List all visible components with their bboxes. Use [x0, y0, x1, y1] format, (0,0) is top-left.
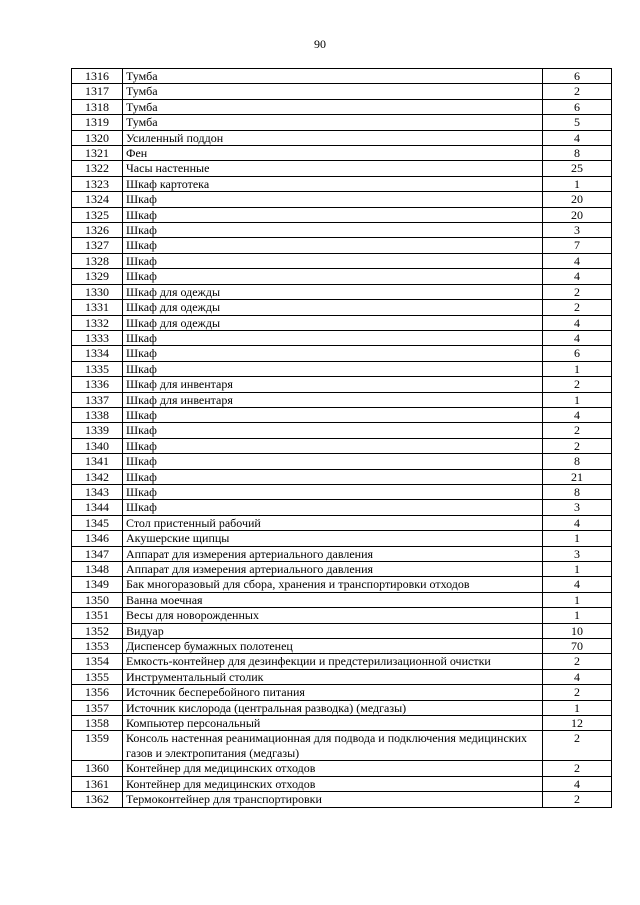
row-number: 1354: [72, 654, 123, 669]
row-number: 1342: [72, 469, 123, 484]
item-quantity: 4: [543, 577, 612, 592]
table-row: [72, 84, 612, 99]
item-quantity: 2: [543, 654, 612, 669]
row-number: 1345: [72, 515, 123, 530]
item-quantity: 2: [543, 300, 612, 315]
item-name: Тумба: [123, 69, 543, 84]
item-quantity: 4: [543, 269, 612, 284]
item-quantity: 3: [543, 546, 612, 561]
row-number: 1335: [72, 361, 123, 376]
row-number: 1349: [72, 577, 123, 592]
item-name: Шкаф: [123, 223, 543, 238]
table-row: [72, 146, 612, 161]
item-name: Тумба: [123, 115, 543, 130]
item-quantity: 1: [543, 592, 612, 607]
item-quantity: 1: [543, 361, 612, 376]
table-row: [72, 238, 612, 253]
row-number: 1360: [72, 761, 123, 776]
item-quantity: 1: [543, 176, 612, 191]
table-row: [72, 716, 612, 731]
item-name: Шкаф для одежды: [123, 300, 543, 315]
row-number: 1317: [72, 84, 123, 99]
row-number: 1333: [72, 330, 123, 345]
table-row: [72, 500, 612, 515]
table-row: [72, 731, 612, 761]
item-quantity: 6: [543, 99, 612, 114]
item-quantity: 12: [543, 716, 612, 731]
row-number: 1355: [72, 669, 123, 684]
item-quantity: 2: [543, 438, 612, 453]
item-quantity: 10: [543, 623, 612, 638]
row-number: 1321: [72, 146, 123, 161]
item-quantity: 1: [543, 392, 612, 407]
row-number: 1361: [72, 776, 123, 791]
table-row: [72, 161, 612, 176]
row-number: 1324: [72, 192, 123, 207]
table-row: [72, 639, 612, 654]
item-quantity: 4: [543, 515, 612, 530]
table-row: [72, 469, 612, 484]
item-quantity: 6: [543, 69, 612, 84]
item-quantity: 70: [543, 639, 612, 654]
item-name: Источник бесперебойного питания: [123, 685, 543, 700]
item-name: Шкаф: [123, 192, 543, 207]
row-number: 1348: [72, 562, 123, 577]
row-number: 1332: [72, 315, 123, 330]
row-number: 1338: [72, 407, 123, 422]
item-name: Акушерские щипцы: [123, 531, 543, 546]
item-quantity: 8: [543, 146, 612, 161]
item-name: Весы для новорожденных: [123, 608, 543, 623]
table-row: [72, 592, 612, 607]
table-row: [72, 654, 612, 669]
row-number: 1318: [72, 99, 123, 114]
row-number: 1331: [72, 300, 123, 315]
item-quantity: 3: [543, 500, 612, 515]
row-number: 1329: [72, 269, 123, 284]
item-quantity: 20: [543, 207, 612, 222]
table-row: [72, 392, 612, 407]
table-row: [72, 423, 612, 438]
table-row: [72, 531, 612, 546]
table-row: [72, 484, 612, 499]
item-quantity: 5: [543, 115, 612, 130]
item-quantity: 2: [543, 377, 612, 392]
item-name: Шкаф: [123, 438, 543, 453]
item-name: Шкаф для инвентаря: [123, 377, 543, 392]
item-name: Шкаф: [123, 346, 543, 361]
item-quantity: 2: [543, 685, 612, 700]
item-name: Аппарат для измерения артериального давления: [123, 562, 543, 577]
row-number: 1351: [72, 608, 123, 623]
table-row: [72, 377, 612, 392]
row-number: 1326: [72, 223, 123, 238]
table-row: [72, 361, 612, 376]
row-number: 1350: [72, 592, 123, 607]
table-row: [72, 761, 612, 776]
table-row: [72, 515, 612, 530]
item-name: Ванна моечная: [123, 592, 543, 607]
row-number: 1339: [72, 423, 123, 438]
item-name: Бак многоразовый для сбора, хранения и транспортировки отходов: [123, 577, 543, 592]
inventory-table-body: [72, 69, 612, 808]
item-name: Шкаф: [123, 207, 543, 222]
table-row: [72, 407, 612, 422]
row-number: 1322: [72, 161, 123, 176]
item-name: Тумба: [123, 99, 543, 114]
item-name: Шкаф: [123, 269, 543, 284]
item-quantity: 2: [543, 761, 612, 776]
item-quantity: 4: [543, 669, 612, 684]
table-row: [72, 669, 612, 684]
item-name: Шкаф: [123, 423, 543, 438]
row-number: 1357: [72, 700, 123, 715]
table-row: [72, 438, 612, 453]
item-name: Шкаф для одежды: [123, 284, 543, 299]
table-row: [72, 115, 612, 130]
item-name: Тумба: [123, 84, 543, 99]
item-quantity: 1: [543, 562, 612, 577]
item-name: Контейнер для медицинских отходов: [123, 761, 543, 776]
item-name: Инструментальный столик: [123, 669, 543, 684]
item-quantity: 4: [543, 253, 612, 268]
row-number: 1340: [72, 438, 123, 453]
row-number: 1346: [72, 531, 123, 546]
item-quantity: 4: [543, 130, 612, 145]
row-number: 1352: [72, 623, 123, 638]
row-number: 1343: [72, 484, 123, 499]
table-row: [72, 776, 612, 791]
item-quantity: 21: [543, 469, 612, 484]
item-name: Шкаф: [123, 454, 543, 469]
item-quantity: 25: [543, 161, 612, 176]
table-row: [72, 207, 612, 222]
item-name: Усиленный поддон: [123, 130, 543, 145]
table-row: [72, 269, 612, 284]
item-name: Консоль настенная реанимационная для подвода и подключения медицинских газов и электропитания (медгазы): [123, 731, 543, 761]
item-quantity: 2: [543, 84, 612, 99]
row-number: 1334: [72, 346, 123, 361]
item-name: Шкаф картотека: [123, 176, 543, 191]
table-row: [72, 454, 612, 469]
item-quantity: 6: [543, 346, 612, 361]
table-row: [72, 284, 612, 299]
table-row: [72, 176, 612, 191]
table-row: [72, 346, 612, 361]
item-name: Контейнер для медицинских отходов: [123, 776, 543, 791]
table-row: [72, 792, 612, 807]
row-number: 1319: [72, 115, 123, 130]
item-quantity: 20: [543, 192, 612, 207]
row-number: 1362: [72, 792, 123, 807]
item-name: Шкаф: [123, 361, 543, 376]
item-name: Диспенсер бумажных полотенец: [123, 639, 543, 654]
item-name: Фен: [123, 146, 543, 161]
page-number: 90: [314, 37, 326, 51]
item-name: Источник кислорода (центральная разводка) (медгазы): [123, 700, 543, 715]
row-number: 1323: [72, 176, 123, 191]
row-number: 1328: [72, 253, 123, 268]
item-name: Шкаф: [123, 407, 543, 422]
row-number: 1320: [72, 130, 123, 145]
table-row: [72, 69, 612, 84]
item-quantity: 4: [543, 315, 612, 330]
item-name: Шкаф: [123, 500, 543, 515]
table-row: [72, 608, 612, 623]
table-row: [72, 130, 612, 145]
item-quantity: 1: [543, 531, 612, 546]
item-name: Видуар: [123, 623, 543, 638]
table-row: [72, 330, 612, 345]
row-number: 1316: [72, 69, 123, 84]
table-row: [72, 562, 612, 577]
table-row: [72, 223, 612, 238]
item-name: Емкость-контейнер для дезинфекции и предстерилизационной очистки: [123, 654, 543, 669]
item-name: Часы настенные: [123, 161, 543, 176]
row-number: 1353: [72, 639, 123, 654]
item-quantity: 8: [543, 484, 612, 499]
row-number: 1347: [72, 546, 123, 561]
row-number: 1330: [72, 284, 123, 299]
row-number: 1336: [72, 377, 123, 392]
item-name: Шкаф для одежды: [123, 315, 543, 330]
table-row: [72, 685, 612, 700]
table-row: [72, 546, 612, 561]
row-number: 1344: [72, 500, 123, 515]
item-name: Стол пристенный рабочий: [123, 515, 543, 530]
row-number: 1337: [72, 392, 123, 407]
row-number: 1358: [72, 716, 123, 731]
item-quantity: 4: [543, 330, 612, 345]
table-row: [72, 300, 612, 315]
item-quantity: 4: [543, 776, 612, 791]
item-quantity: 1: [543, 700, 612, 715]
item-quantity: 7: [543, 238, 612, 253]
item-name: Термоконтейнер для транспортировки: [123, 792, 543, 807]
table-row: [72, 623, 612, 638]
item-quantity: 4: [543, 407, 612, 422]
item-quantity: 2: [543, 792, 612, 807]
item-quantity: 1: [543, 608, 612, 623]
item-quantity: 8: [543, 454, 612, 469]
item-name: Шкаф: [123, 469, 543, 484]
item-name: Шкаф: [123, 484, 543, 499]
table-row: [72, 253, 612, 268]
row-number: 1325: [72, 207, 123, 222]
item-quantity: 2: [543, 731, 612, 761]
item-name: Компьютер персональный: [123, 716, 543, 731]
item-quantity: 2: [543, 423, 612, 438]
table-row: [72, 577, 612, 592]
item-quantity: 3: [543, 223, 612, 238]
table-row: [72, 315, 612, 330]
item-name: Шкаф: [123, 330, 543, 345]
item-name: Аппарат для измерения артериального давления: [123, 546, 543, 561]
row-number: 1327: [72, 238, 123, 253]
inventory-table: [71, 68, 612, 808]
table-row: [72, 99, 612, 114]
item-name: Шкаф: [123, 253, 543, 268]
row-number: 1356: [72, 685, 123, 700]
item-name: Шкаф для инвентаря: [123, 392, 543, 407]
table-row: [72, 192, 612, 207]
table-row: [72, 700, 612, 715]
row-number: 1359: [72, 731, 123, 761]
row-number: 1341: [72, 454, 123, 469]
item-quantity: 2: [543, 284, 612, 299]
item-name: Шкаф: [123, 238, 543, 253]
